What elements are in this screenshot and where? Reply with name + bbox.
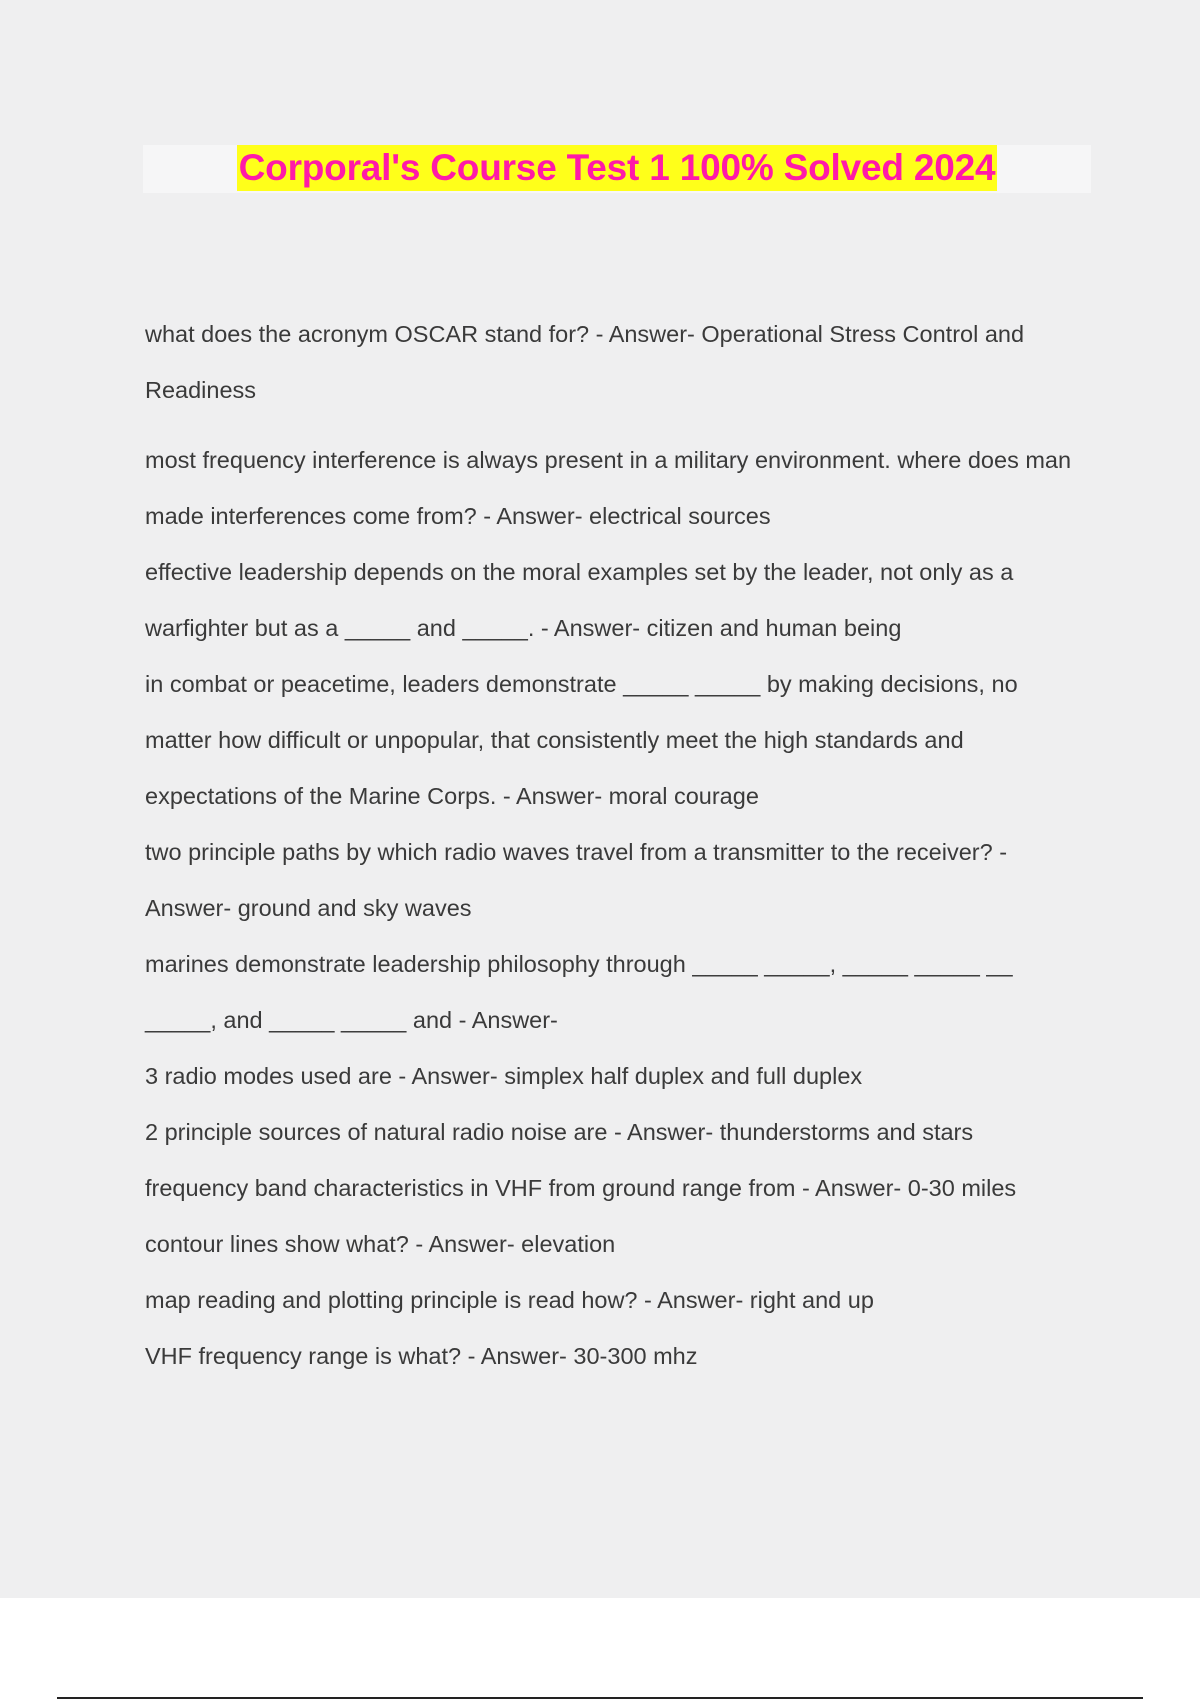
qa-item: 3 radio modes used are - Answer- simplex half duplex and full duplex [145, 1063, 863, 1089]
qa-item: marines demonstrate leadership philosophy through _____ _____, _____ _____ __ _____, and _____ _____ and - Answer- [145, 951, 1013, 1033]
qa-item: most frequency interference is always present in a military environment. where does man made interferences come from? - Answer- electrical sources [145, 447, 1072, 529]
qa-item: in combat or peacetime, leaders demonstrate _____ _____ by making decisions, no matter how difficult or unpopular, that consistently meet the high standards and expectations of the Marine Corps. - Answer- moral courage [145, 671, 1018, 809]
qa-item: contour lines show what? - Answer- elevation [145, 1231, 616, 1257]
qa-item: two principle paths by which radio waves travel from a transmitter to the receiver? - Answer- ground and sky waves [145, 839, 1008, 921]
title-band [143, 145, 1091, 193]
qa-item: map reading and plotting principle is read how? - Answer- right and up [145, 1287, 874, 1313]
footer-divider [57, 1697, 1143, 1699]
qa-item: frequency band characteristics in VHF from ground range from - Answer- 0-30 miles [145, 1175, 1017, 1201]
qa-item: effective leadership depends on the moral examples set by the leader, not only as a warfighter but as a _____ and _____. - Answer- citizen and human being [145, 559, 1014, 641]
qa-list [145, 306, 1075, 1384]
qa-item: 2 principle sources of natural radio noise are - Answer- thunderstorms and stars [145, 1119, 974, 1145]
qa-item: VHF frequency range is what? - Answer- 30-300 mhz [145, 1343, 698, 1369]
document-title: Corporal's Course Test 1 100% Solved 2024 [237, 145, 998, 191]
qa-item: what does the acronym OSCAR stand for? - Answer- Operational Stress Control and Readiness [145, 321, 1025, 403]
